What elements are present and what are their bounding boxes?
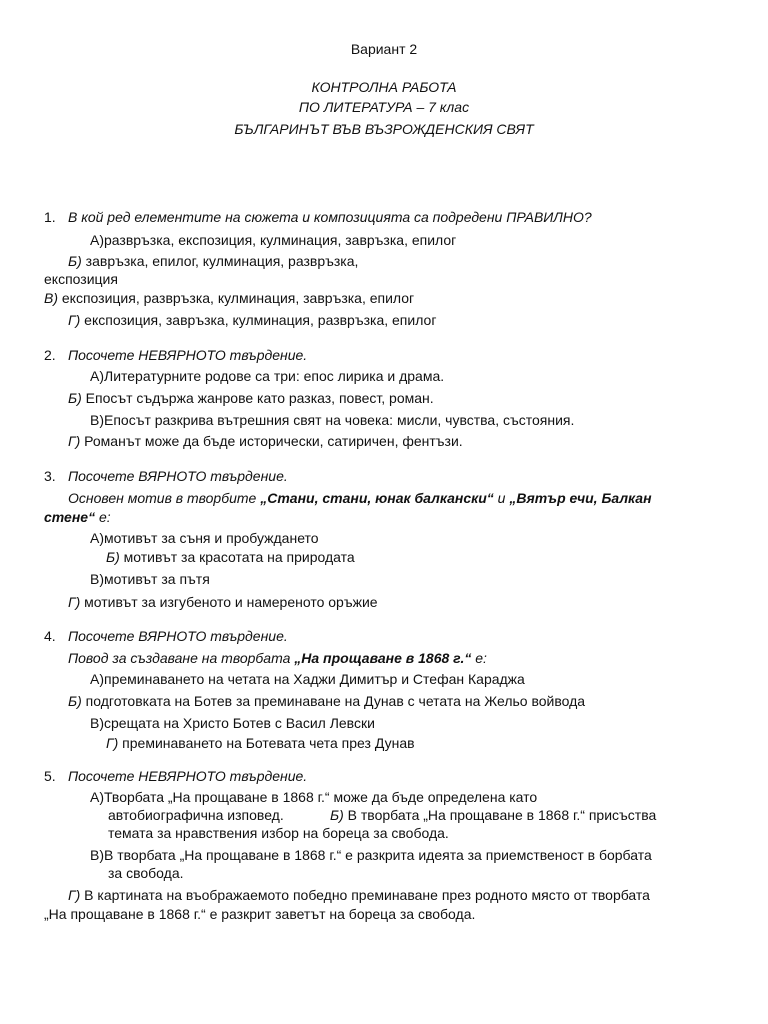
question-5-number: 5. xyxy=(44,768,56,784)
question-2-option-a: А)Литературните родове са три: епос лирика и драма. xyxy=(90,368,445,384)
question-5-option-c: В)В творбата „На прощаване в 1868 г.“ е разкрита идеята за приемственост в борбата xyxy=(90,847,652,863)
title-line-3: БЪЛГАРИНЪТ ВЪВ ВЪЗРОЖДЕНСКИЯ СВЯТ xyxy=(234,121,534,137)
question-5-option-c-continued: за свобода. xyxy=(108,865,184,881)
title-line-2: ПО ЛИТЕРАТУРА – 7 клас xyxy=(298,99,470,115)
question-3-option-b: Б) мотивът за красотата на природата xyxy=(106,549,355,565)
question-3-option-d: Г) мотивът за изгубеното и намереното оръжие xyxy=(68,594,378,610)
title-line-1: КОНТРОЛНА РАБОТА xyxy=(311,79,457,95)
question-1-number: 1. xyxy=(44,209,56,225)
question-3-option-a: А)мотивът за съня и пробуждането xyxy=(90,530,319,546)
question-2-option-b: Б) Епосът съдържа жанрове като разказ, повест, роман. xyxy=(68,390,434,406)
question-1-text: В кой ред елементите на сюжета и композицията са подредени ПРАВИЛНО? xyxy=(68,209,592,225)
question-3-option-c: В)мотивът за пътя xyxy=(90,571,210,587)
question-2-option-d: Г) Романът може да бъде исторически, сатиричен, фентъзи. xyxy=(68,433,463,449)
question-4-number: 4. xyxy=(44,628,56,644)
question-3-stem-continued: стене“ е: xyxy=(44,509,111,525)
question-2-number: 2. xyxy=(44,347,56,363)
question-5-option-a: А)Творбата „На прощаване в 1868 г.“ може да бъде определена като xyxy=(90,789,538,805)
question-4-option-b: Б) подготовката на Ботев за преминаване на Дунав с четата на Жельо войвода xyxy=(68,693,586,709)
question-1-option-d: Г) експозиция, завръзка, кулминация, развръзка, епилог xyxy=(68,312,437,328)
question-1-option-a: А)развръзка, експозиция, кулминация, завръзка, епилог xyxy=(90,232,457,248)
question-1-option-c: В) експозиция, развръзка, кулминация, завръзка, епилог xyxy=(44,290,415,306)
question-1-option-b-continued: експозиция xyxy=(44,271,118,287)
variant-label: Вариант 2 xyxy=(350,41,418,57)
question-3-stem: Основен мотив в творбите „Стани, стани, юнак балкански“ и „Вятър ечи, Балкан xyxy=(68,490,652,506)
question-1-option-b: Б) завръзка, епилог, кулминация, развръзка, xyxy=(68,253,359,269)
question-4-option-d: Г) преминаването на Ботевата чета през Дунав xyxy=(106,735,415,751)
question-5-option-d-continued: „На прощаване в 1868 г.“ е разкрит заветът на бореца за свобода. xyxy=(44,906,476,922)
question-5-option-a-continued: автобиографична изповед. xyxy=(108,807,284,823)
question-5-option-d: Г) В картината на въображаемото победно преминаване през родното място от творбата xyxy=(68,887,650,903)
question-3-text: Посочете ВЯРНОТО твърдение. xyxy=(68,468,288,484)
question-5-option-b: Б) В творбата „На прощаване в 1868 г.“ присъства xyxy=(330,807,657,823)
question-4-stem: Повод за създаване на творбата „На прощаване в 1868 г.“ е: xyxy=(68,650,487,666)
question-5-text: Посочете НЕВЯРНОТО твърдение. xyxy=(68,768,308,784)
question-4-option-c: В)срещата на Христо Ботев с Васил Левски xyxy=(90,715,375,731)
question-5-option-b-continued: темата за нравствения избор на бореца за свобода. xyxy=(108,825,449,841)
question-2-text: Посочете НЕВЯРНОТО твърдение. xyxy=(68,347,308,363)
question-2-option-c: В)Епосът разкрива вътрешния свят на човека: мисли, чувства, състояния. xyxy=(90,412,575,428)
question-4-text: Посочете ВЯРНОТО твърдение. xyxy=(68,628,288,644)
question-3-number: 3. xyxy=(44,468,56,484)
question-4-option-a: А)преминаването на четата на Хаджи Димитър и Стефан Караджа xyxy=(90,671,525,687)
